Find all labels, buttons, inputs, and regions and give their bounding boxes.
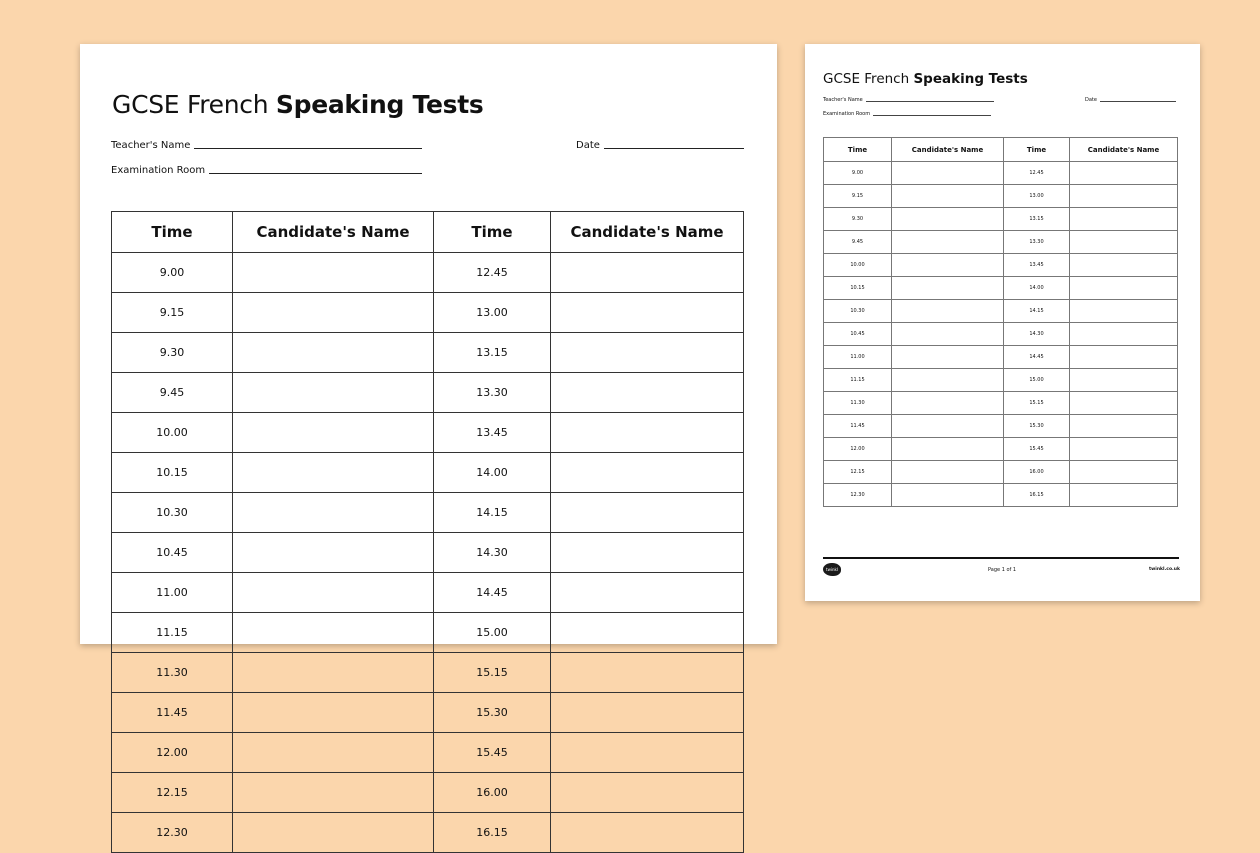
time-cell: 15.00: [434, 613, 551, 653]
time-cell: 13.15: [434, 333, 551, 373]
table-row: [112, 573, 744, 613]
small-header-2: Time: [1004, 138, 1070, 162]
small-time-cell: 12.00: [824, 438, 892, 461]
small-candidate-name-cell: [892, 300, 1004, 323]
small-candidate-name-cell: [892, 415, 1004, 438]
small-candidate-name-cell: [1070, 162, 1178, 185]
candidate-name-cell: [551, 653, 744, 693]
date-label-small: Date: [1085, 97, 1097, 103]
table-row: [112, 773, 744, 813]
small-time-cell: 9.15: [824, 185, 892, 208]
small-table-row: [824, 185, 1178, 208]
time-cell: 13.00: [434, 293, 551, 333]
table-row: [112, 253, 744, 293]
time-cell: 11.45: [112, 693, 233, 733]
worksheet-page-large: [80, 44, 777, 839]
small-time-cell: 11.15: [824, 369, 892, 392]
examination-room-field: [111, 165, 422, 176]
small-table-row: [824, 323, 1178, 346]
header-2: Time: [434, 212, 551, 253]
small-candidate-name-cell: [892, 392, 1004, 415]
candidate-name-cell: [233, 493, 434, 533]
small-candidate-name-cell: [892, 231, 1004, 254]
time-cell: 15.15: [434, 653, 551, 693]
table-row: [112, 293, 744, 333]
small-table-row: [824, 484, 1178, 507]
small-time-cell: 13.00: [1004, 185, 1070, 208]
small-candidate-name-cell: [1070, 254, 1178, 277]
time-cell: 14.15: [434, 493, 551, 533]
small-candidate-name-cell: [892, 369, 1004, 392]
small-candidate-name-cell: [892, 438, 1004, 461]
candidate-name-cell: [551, 373, 744, 413]
time-cell: 14.30: [434, 533, 551, 573]
candidate-name-cell: [551, 453, 744, 493]
small-time-cell: 9.30: [824, 208, 892, 231]
small-candidate-name-cell: [1070, 346, 1178, 369]
footer-rule: [823, 557, 1179, 559]
time-cell: 10.00: [112, 413, 233, 453]
small-time-cell: 12.45: [1004, 162, 1070, 185]
candidate-name-cell: [233, 373, 434, 413]
table-row: [112, 613, 744, 653]
small-time-cell: 15.00: [1004, 369, 1070, 392]
small-candidate-name-cell: [892, 254, 1004, 277]
small-candidate-name-cell: [1070, 231, 1178, 254]
time-cell: 10.45: [112, 533, 233, 573]
time-cell: 10.30: [112, 493, 233, 533]
teacher-name-field: [111, 140, 422, 151]
candidate-name-cell: [233, 773, 434, 813]
small-candidate-name-cell: [892, 323, 1004, 346]
candidate-name-cell: [233, 333, 434, 373]
time-cell: 16.15: [434, 813, 551, 853]
time-cell: 16.00: [434, 773, 551, 813]
teacher-name-field-small: [823, 97, 994, 103]
small-time-cell: 14.00: [1004, 277, 1070, 300]
small-candidate-name-cell: [892, 346, 1004, 369]
small-table-row: [824, 438, 1178, 461]
small-candidate-name-cell: [1070, 369, 1178, 392]
candidate-name-cell: [551, 293, 744, 333]
small-header-0: Time: [824, 138, 892, 162]
small-candidate-name-cell: [892, 208, 1004, 231]
small-time-cell: 11.45: [824, 415, 892, 438]
small-candidate-name-cell: [1070, 277, 1178, 300]
small-time-cell: 12.30: [824, 484, 892, 507]
small-candidate-name-cell: [1070, 323, 1178, 346]
table-row: [112, 493, 744, 533]
candidate-name-cell: [233, 293, 434, 333]
candidate-name-cell: [233, 813, 434, 853]
candidate-name-cell: [551, 493, 744, 533]
time-cell: 12.45: [434, 253, 551, 293]
candidate-name-cell: [551, 573, 744, 613]
small-candidate-name-cell: [892, 162, 1004, 185]
small-candidate-name-cell: [892, 185, 1004, 208]
teacher-name-label-small: Teacher's Name: [823, 97, 863, 103]
table-row: [112, 413, 744, 453]
candidate-name-cell: [233, 693, 434, 733]
time-cell: 11.30: [112, 653, 233, 693]
small-candidate-name-cell: [892, 277, 1004, 300]
small-table-row: [824, 300, 1178, 323]
page-title-small: GCSE French Speaking Tests: [823, 71, 1028, 87]
worksheet-page-small: [805, 44, 1200, 601]
time-cell: 10.15: [112, 453, 233, 493]
time-cell: 9.30: [112, 333, 233, 373]
small-time-cell: 10.00: [824, 254, 892, 277]
small-time-cell: 14.15: [1004, 300, 1070, 323]
small-table-row: [824, 254, 1178, 277]
small-table-row: [824, 461, 1178, 484]
small-candidate-name-cell: [1070, 300, 1178, 323]
candidate-name-cell: [551, 733, 744, 773]
date-label: Date: [576, 140, 600, 151]
small-candidate-name-cell: [1070, 185, 1178, 208]
small-time-cell: 15.45: [1004, 438, 1070, 461]
header-3: Candidate's Name: [551, 212, 744, 253]
small-table-row: [824, 277, 1178, 300]
small-table-row: [824, 392, 1178, 415]
small-time-cell: 10.45: [824, 323, 892, 346]
page-number: Page 1 of 1: [988, 567, 1017, 573]
small-time-cell: 9.45: [824, 231, 892, 254]
time-cell: 13.45: [434, 413, 551, 453]
table-row: [112, 733, 744, 773]
candidate-name-cell: [233, 653, 434, 693]
table-row: [112, 693, 744, 733]
small-time-cell: 15.15: [1004, 392, 1070, 415]
small-time-cell: 16.15: [1004, 484, 1070, 507]
header-1: Candidate's Name: [233, 212, 434, 253]
time-cell: 9.00: [112, 253, 233, 293]
candidate-name-cell: [233, 613, 434, 653]
time-cell: 11.00: [112, 573, 233, 613]
small-table-row: [824, 346, 1178, 369]
small-time-cell: 9.00: [824, 162, 892, 185]
time-cell: 11.15: [112, 613, 233, 653]
time-cell: 12.00: [112, 733, 233, 773]
small-time-cell: 13.15: [1004, 208, 1070, 231]
small-time-cell: 16.00: [1004, 461, 1070, 484]
small-time-cell: 10.15: [824, 277, 892, 300]
small-table-row: [824, 369, 1178, 392]
candidate-name-cell: [233, 533, 434, 573]
small-candidate-name-cell: [1070, 461, 1178, 484]
examination-room-label-small: Examination Room: [823, 111, 871, 117]
time-cell: 15.30: [434, 693, 551, 733]
header-0: Time: [112, 212, 233, 253]
small-time-cell: 10.30: [824, 300, 892, 323]
candidate-name-cell: [233, 733, 434, 773]
small-candidate-name-cell: [1070, 484, 1178, 507]
examination-room-label: Examination Room: [111, 165, 206, 176]
table-row: [112, 453, 744, 493]
small-time-cell: 12.15: [824, 461, 892, 484]
small-candidate-name-cell: [892, 484, 1004, 507]
candidate-name-cell: [551, 813, 744, 853]
time-cell: 12.15: [112, 773, 233, 813]
time-cell: 9.45: [112, 373, 233, 413]
candidate-name-cell: [551, 413, 744, 453]
candidate-name-cell: [551, 613, 744, 653]
small-time-cell: 14.45: [1004, 346, 1070, 369]
small-table-row: [824, 208, 1178, 231]
teacher-name-label: Teacher's Name: [111, 140, 191, 151]
date-field-small: [1085, 97, 1176, 103]
small-time-cell: 11.30: [824, 392, 892, 415]
small-time-cell: 14.30: [1004, 323, 1070, 346]
time-cell: 14.00: [434, 453, 551, 493]
time-cell: 13.30: [434, 373, 551, 413]
small-time-cell: 13.30: [1004, 231, 1070, 254]
candidate-name-cell: [551, 253, 744, 293]
table-row: [112, 533, 744, 573]
table-row: [112, 813, 744, 853]
small-time-cell: 13.45: [1004, 254, 1070, 277]
candidate-name-cell: [233, 413, 434, 453]
small-candidate-name-cell: [1070, 392, 1178, 415]
candidate-name-cell: [233, 453, 434, 493]
small-header-3: Candidate's Name: [1070, 138, 1178, 162]
website-url: twinkl.co.uk: [1149, 567, 1180, 572]
time-cell: 15.45: [434, 733, 551, 773]
candidate-name-cell: [233, 253, 434, 293]
small-header-1: Candidate's Name: [892, 138, 1004, 162]
small-candidate-name-cell: [1070, 438, 1178, 461]
schedule-table-small: [823, 137, 1178, 507]
schedule-table: [111, 211, 744, 853]
twinkl-logo: twinkl: [823, 563, 841, 576]
candidate-name-cell: [551, 693, 744, 733]
small-time-cell: 15.30: [1004, 415, 1070, 438]
small-candidate-name-cell: [1070, 415, 1178, 438]
table-row: [112, 333, 744, 373]
date-field: [576, 140, 744, 151]
small-table-row: [824, 231, 1178, 254]
table-row: [112, 373, 744, 413]
table-row: [112, 653, 744, 693]
candidate-name-cell: [551, 333, 744, 373]
time-cell: 12.30: [112, 813, 233, 853]
small-time-cell: 11.00: [824, 346, 892, 369]
page-title: GCSE French Speaking Tests: [112, 90, 484, 119]
candidate-name-cell: [551, 773, 744, 813]
small-candidate-name-cell: [1070, 208, 1178, 231]
candidate-name-cell: [551, 533, 744, 573]
small-table-row: [824, 162, 1178, 185]
small-table-row: [824, 415, 1178, 438]
examination-room-field-small: [823, 111, 991, 117]
candidate-name-cell: [233, 573, 434, 613]
time-cell: 14.45: [434, 573, 551, 613]
small-candidate-name-cell: [892, 461, 1004, 484]
time-cell: 9.15: [112, 293, 233, 333]
